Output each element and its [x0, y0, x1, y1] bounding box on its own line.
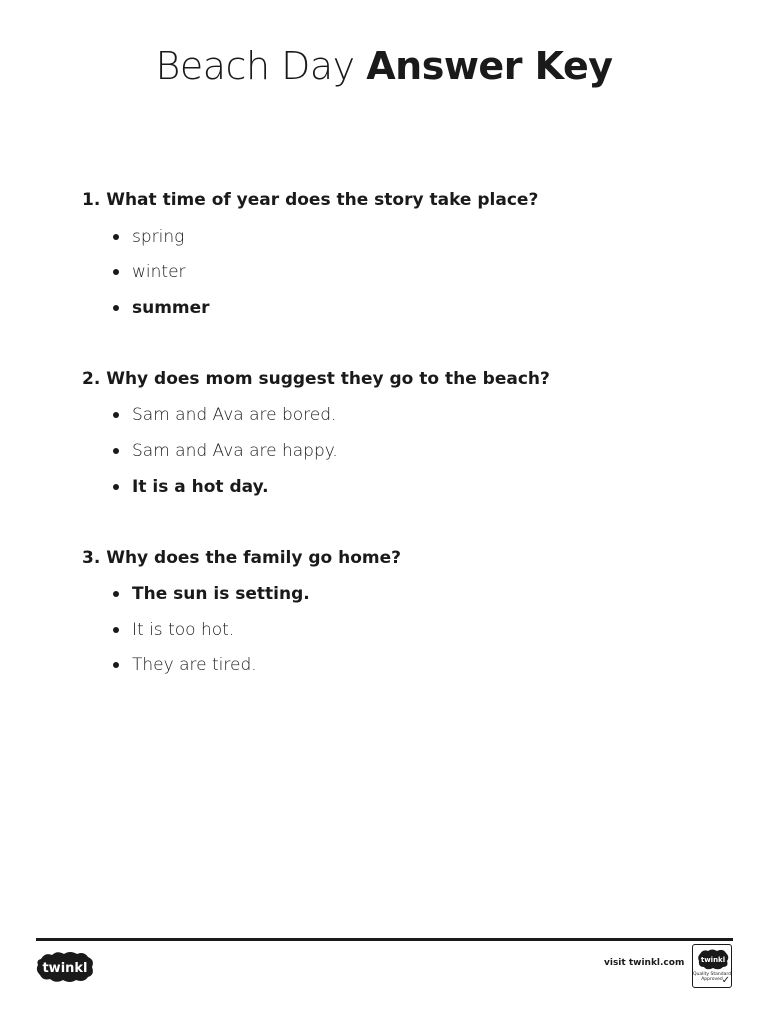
twinkl-logo-icon [35, 950, 95, 984]
question-2-option-2 [113, 441, 338, 461]
twinkl-logo[interactable] [35, 950, 95, 984]
question-3-option-1-correct [113, 584, 310, 604]
option-text: It is too hot. [132, 620, 235, 640]
title-plain: Beach Day [155, 44, 355, 88]
question-1-option-3-correct [113, 298, 210, 318]
option-text: spring [132, 227, 185, 247]
option-text: Sam and Ava are bored. [132, 405, 337, 425]
question-3: 3. Why does the family go home? [82, 548, 402, 568]
footer-divider [36, 938, 733, 941]
bullet-icon [113, 412, 119, 418]
option-text: Sam and Ava are happy. [132, 441, 338, 461]
question-1-option-2 [113, 262, 186, 282]
checkmark-icon: ✓ [721, 975, 730, 986]
badge-line-1: Quality Standard [693, 972, 731, 977]
question-3-option-2 [113, 620, 234, 640]
option-text: winter [132, 262, 186, 282]
badge-logo-text: twinkl [700, 956, 726, 964]
page-title [0, 40, 768, 92]
question-2: 2. Why does mom suggest they go to the beach? [82, 369, 550, 389]
option-text: It is a hot day. [132, 477, 269, 497]
bullet-icon [113, 591, 119, 597]
option-text: summer [132, 298, 210, 318]
title-bold: Answer Key [366, 44, 613, 88]
question-1-option-1 [113, 227, 184, 247]
twinkl-logo-text: twinkl [42, 961, 88, 976]
bullet-icon [113, 305, 119, 311]
question-3-option-3 [113, 655, 257, 675]
bullet-icon [113, 269, 119, 275]
badge-line-2: Approved [701, 977, 723, 982]
bullet-icon [113, 448, 119, 454]
option-text: The sun is setting. [132, 584, 310, 604]
question-2-option-3-correct [113, 477, 269, 497]
bullet-icon [113, 484, 119, 490]
visit-twinkl-link[interactable]: visit twinkl.com [604, 958, 685, 968]
badge-logo-icon [697, 948, 729, 970]
bullet-icon [113, 234, 119, 240]
option-text: They are tired. [132, 655, 257, 675]
bullet-icon [113, 662, 119, 668]
question-2-option-1 [113, 405, 336, 425]
bullet-icon [113, 627, 119, 633]
question-1: 1. What time of year does the story take place? [82, 190, 539, 210]
quality-standard-badge [692, 944, 732, 988]
